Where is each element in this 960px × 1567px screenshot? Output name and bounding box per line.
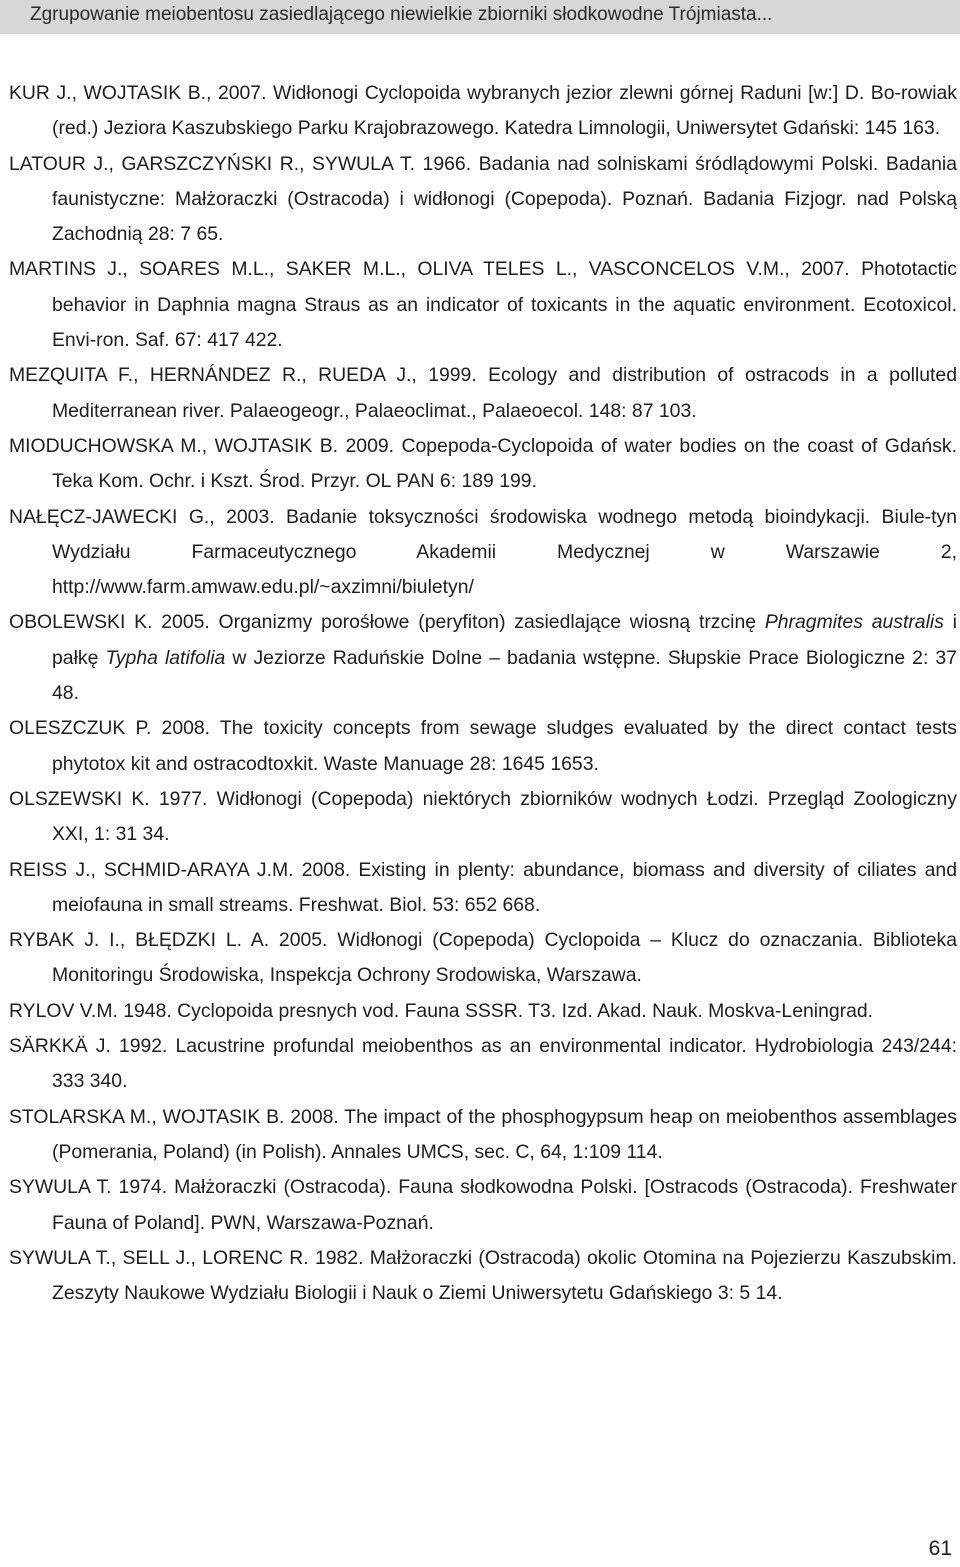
reference-text: OBOLEWSKI K. 2005. Organizmy porośłowe (peryfiton) zasiedlające wiosną trzcinę [9,611,765,634]
reference-list [9,76,957,1311]
reference-entry [9,923,957,994]
reference-text: LATOUR J., GARSZCZYŃSKI R., SYWULA T. 1966. Badania nad solniskami śródlądowymi Polski. Badania faunistyczne: Małżoraczki (Ostracoda) i widłonogi (Copepoda). Poznań. Badania Fizjogr. nad Polską Zachodnią 28: 7 65. [9,152,957,246]
reference-entry [9,76,957,147]
reference-entry [9,147,957,253]
species-name-italic: Phragmites australis [764,611,944,634]
reference-entry [9,853,957,924]
reference-entry [9,1029,957,1100]
reference-text: MARTINS J., SOARES M.L., SAKER M.L., OLIVA TELES L., VASCONCELOS V.M., 2007. Phototactic behavior in Daphnia magna Straus as an indicator of toxicants in the aquatic environment. Ecotoxicol. Envi-ron. Saf. 67: 417 422. [9,258,957,352]
reference-text: KUR J., WOJTASIK B., 2007. Widłonogi Cyclopoida wybranych jezior zlewni górnej Raduni [w:] D. Bo-rowiak (red.) Jeziora Kaszubskiego Parku Krajobrazowego. Katedra Limnologii, Uniwersytet Gdański: 145 163. [9,82,957,140]
reference-text: REISS J., SCHMID-ARAYA J.M. 2008. Existing in plenty: abundance, biomass and diversity of ciliates and meiofauna in small streams. Freshwat. Biol. 53: 652 668. [9,858,957,916]
reference-entry [9,605,957,711]
reference-text: RYLOV V.M. 1948. Cyclopoida presnych vod. Fauna SSSR. T3. Izd. Akad. Nauk. Moskva-Leningrad. [9,999,874,1022]
reference-text: OLSZEWSKI K. 1977. Widłonogi (Copepoda) niektórych zbiorników wodnych Łodzi. Przegląd Zoologiczny XXI, 1: 31 34. [9,787,957,846]
reference-text: SYWULA T., SELL J., LORENC R. 1982. Małżoraczki (Ostracoda) okolic Otomina na Pojezierzu Kaszubskim. Zeszyty Naukowe Wydziału Biologii i Nauk o Ziemi Uniwersytetu Gdańskiego 3: 5 14. [9,1246,957,1305]
page-number: 61 [928,1537,952,1560]
reference-text: SYWULA T. 1974. Małżoraczki (Ostracoda). Fauna słodkowodna Polski. [Ostracods (Ostracoda). Freshwater Fauna of Poland]. PWN, Warszawa-Poznań. [9,1176,957,1234]
header-title: Zgrupowanie meiobentosu zasiedlającego niewielkie zbiorniki słodkowodne Trójmiasta... [30,4,773,25]
reference-text: STOLARSKA M., WOJTASIK B. 2008. The impact of the phosphogypsum heap on meiobenthos assemblages (Pomerania, Poland) (in Polish). Annales UMCS, sec. C, 64, 1:109 114. [9,1105,957,1163]
reference-text: i pałkę [52,611,957,669]
reference-entry [9,500,957,606]
reference-entry [9,358,957,429]
reference-entry [9,1100,957,1171]
running-header [0,0,960,34]
reference-entry [9,782,957,853]
reference-text: MEZQUITA F., HERNÁNDEZ R., RUEDA J., 1999. Ecology and distribution of ostracods in a polluted Mediterranean river. Palaeogeogr., Palaeoclimat., Palaeoecol. 148: 87 103. [9,364,957,422]
reference-text: RYBAK J. I., BŁĘDZKI L. A. 2005. Widłonogi (Copepoda) Cyclopoida – Klucz do oznaczania. Biblioteka Monitoringu Środowiska, Inspekcja Ochrony Srodowiska, Warszawa. [9,929,957,987]
reference-entry [9,994,957,1029]
reference-entry [9,1170,957,1241]
reference-text: MIODUCHOWSKA M., WOJTASIK B. 2009. Copepoda-Cyclopoida of water bodies on the coast of Gdańsk. Teka Kom. Ochr. i Kszt. Środ. Przyr. OL PAN 6: 189 199. [9,434,957,493]
reference-entry [9,252,957,358]
reference-entry [9,1241,957,1312]
reference-entry [9,711,957,782]
species-name-italic: Typha latifolia [105,646,226,669]
reference-text: NAŁĘCZ-JAWECKI G., 2003. Badanie toksyczności środowiska wodnego metodą bioindykacji. Biule-tyn Wydziału Farmaceutycznego Akademii Medycznej w Warszawie 2, http://www.farm.amwaw.edu.pl/~axzimni/biuletyn/ [9,505,957,599]
reference-text: SÄRKKÄ J. 1992. Lacustrine profundal meiobenthos as an environmental indicator. Hydrobiologia 243/244: 333 340. [9,1035,957,1093]
reference-text: w Jeziorze Raduńskie Dolne – badania wstępne. Słupskie Prace Biologiczne 2: 37 48. [52,646,957,705]
reference-entry [9,429,957,500]
reference-text: OLESZCZUK P. 2008. The toxicity concepts from sewage sludges evaluated by the direct contact tests phytotox kit and ostracodtoxkit. Waste Manuage 28: 1645 1653. [9,717,957,775]
